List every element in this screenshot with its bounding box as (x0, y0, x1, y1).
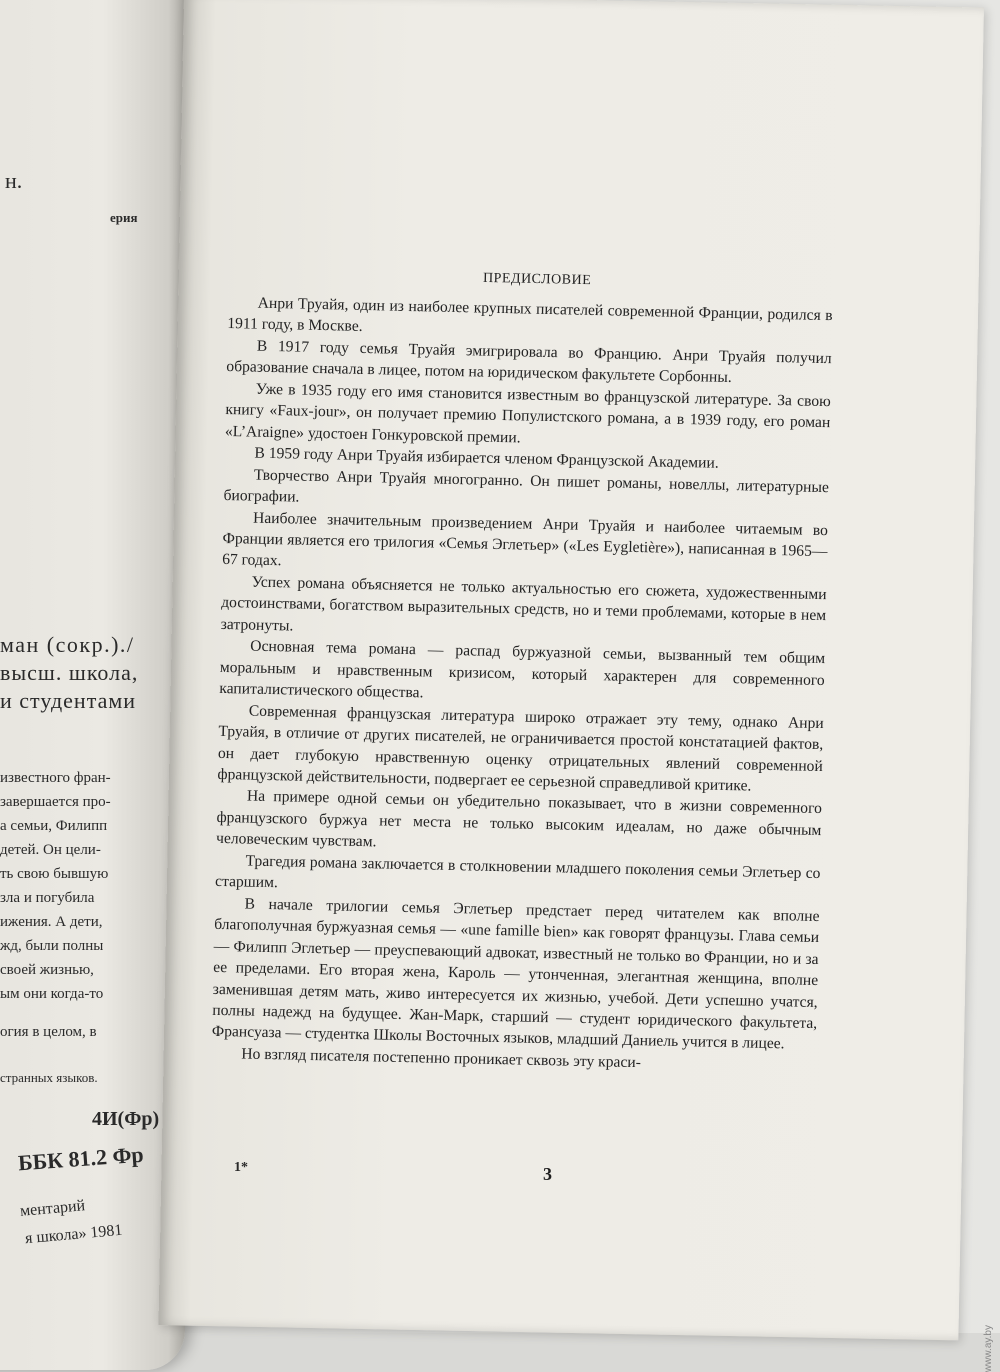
paragraph: Творчество Анри Труайя многогранно. Он пишет романы, новеллы, литературные биографии. (223, 466, 830, 506)
annotation-line: известного фран- (0, 770, 111, 786)
paragraph: Уже в 1935 году его имя становится известным во французской литературе. За свою книгу «Faux-jour», он получает премию Популистского романа, а в 1939 году, его роман «L’Araigne» удостоен Гонкуровской премии. (224, 380, 831, 447)
left-fragment-1: н. (5, 168, 23, 193)
paragraph: В 1917 году семья Труайя эмигрировала во Францию. Анри Труайя получил образование сначала в лицее, потом на юридическом факультете Сорбонны. (226, 337, 832, 387)
annotation-line: а семьи, Филипп (0, 818, 108, 834)
annotation-line: ижения. А дети, (0, 914, 103, 930)
paragraph: Наиболее значительным произведением Анри Труайя и наиболее читаемым во Франции является его трилогия «Семья Эглетьер» («Les Eygletière»), написанная в 1965—67 годах. (221, 509, 829, 570)
annotation-line: своей жизнью, (0, 962, 94, 978)
annotation-line: ть свою бывшую (0, 866, 109, 882)
annotation-line: завершается про- (0, 794, 111, 810)
watermark: www.ay.by (983, 1325, 994, 1372)
paragraph: На примере одной семьи он убедительно показывает, что в жизни современного французского буржуа нет места не только высоким идеалам, но даже обычным человеческим чувствам. (215, 787, 823, 851)
annotation-line: зла и погубила (0, 890, 95, 906)
annotation-line: детей. Он цели- (0, 842, 101, 858)
paragraph: Современная французская литература широко отражает эту тему, однако Анри Труайя, в отличие от других писателей, не ограничивается простой констатацией фактов, он дает глубокую нравственную оценку отрицательных явлений современной французской действительности, подвергает ее серьезной справедливой критике. (217, 702, 824, 795)
left-line-3: и студентами (0, 688, 137, 713)
page-number: 3 (543, 1164, 552, 1184)
annotation-line: ым они когда-то (0, 986, 104, 1002)
imprint-line-2: я школа» 1981 (24, 1221, 124, 1248)
bbk-code: ББК 81.2 Фр (17, 1141, 145, 1176)
paragraph: Но взгляд писателя постепенно проникает сквозь эту краси- (241, 1045, 642, 1072)
page-title: ПРЕДИСЛОВИЕ (482, 270, 592, 289)
paragraph: В начале трилогии семья Эглетьер предстает перед читателем как вполне благополучная буржуазная семья — «une famille bien» как говорят французы. Глава семьи — Филипп Эглетьер — преуспевающий адвокат, известный не только во Франции, но и за ее пределами. Его вторая жена, Кароль — утонченная, элегантная женщина, вполне заменившая детям мать, живо интересуется их жизнью, учебой. Дети успешно учатся, полны надежд на будущее. Жан-Марк, старший — студент юридического факультета, Франсуаза — студентка Школы Восточных языков, младший Даниель учится в лицее. (211, 895, 820, 1053)
paragraph: Успех романа объясняется не только актуальностью его сюжета, художественными достоинствами, богатством выразительных средств, но и теми проблемами, которые в нем затронуты. (220, 573, 827, 635)
paragraph: Основная тема романа — распад буржуазной семьи, вызванный тем общим моральным и нравственным кризисом, который характерен для современного капиталистического общества. (219, 637, 826, 702)
left-line-2: высш. школа, (0, 660, 139, 685)
classification-code: 4И(Фр) (92, 1108, 160, 1130)
paragraph: Трагедия романа заключается в столкновении младшего поколения семьи Эглетьер со старшим. (214, 852, 821, 892)
imprint-line-1: ментарий (19, 1197, 86, 1220)
left-fragment-2: ерия (110, 210, 138, 225)
signature-mark: 1* (234, 1160, 248, 1175)
left-line-1: ман (сокр.)./ (0, 632, 135, 657)
paragraph: Анри Труайя, один из наиболее крупных писателей современной Франции, родился в 1911 году, в Москве. (227, 294, 833, 336)
paragraph: В 1959 году Анри Труайя избирается членом Французской Академии. (254, 444, 719, 472)
body-text (211, 292, 833, 1077)
annotation-line: жд, были полны (0, 938, 104, 954)
annotation-line: огия в целом, в (0, 1024, 97, 1040)
annotation-line: странных языков. (0, 1070, 98, 1085)
